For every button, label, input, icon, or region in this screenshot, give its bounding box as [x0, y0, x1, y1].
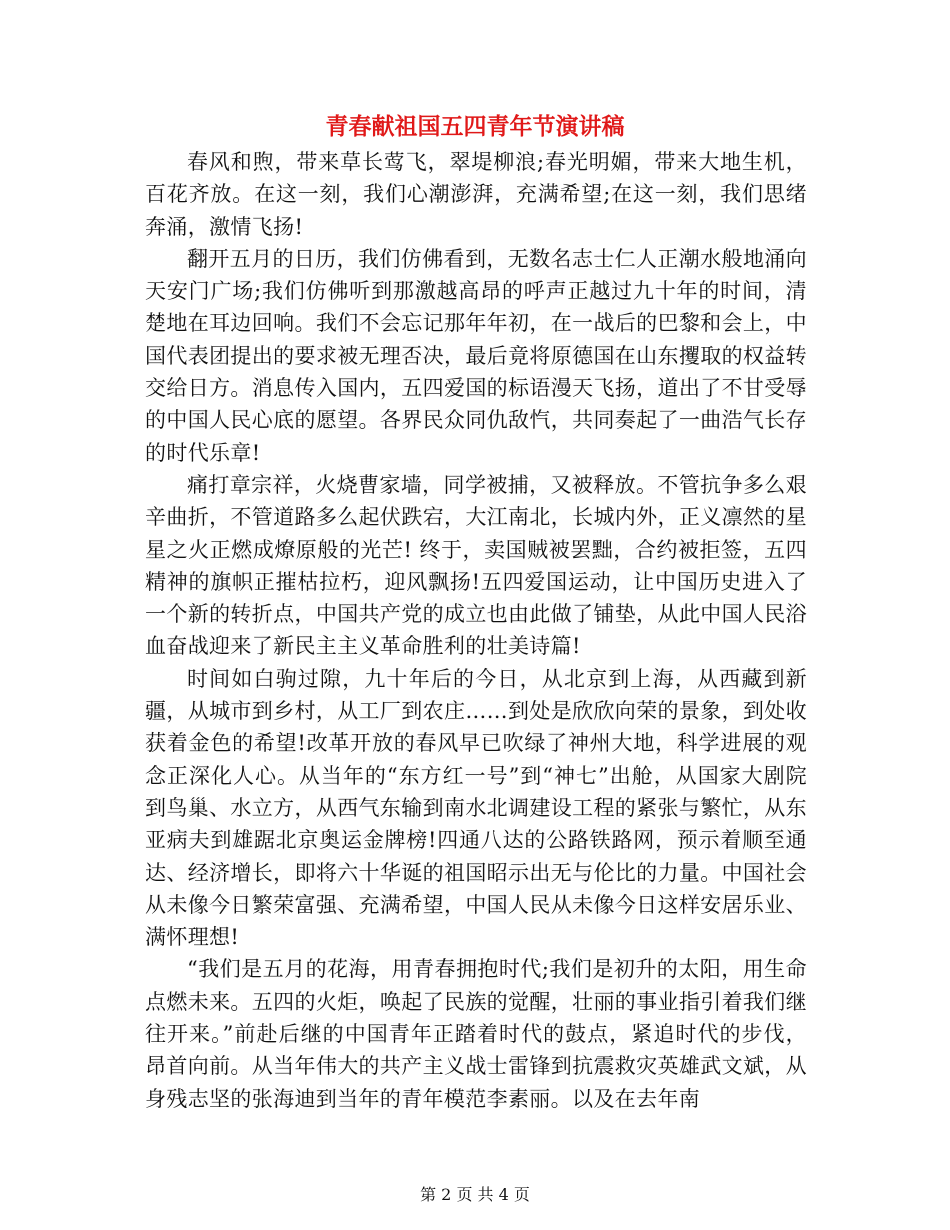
- document-title: 青春献祖国五四青年节演讲稿: [325, 113, 625, 140]
- paragraph: “我们是五月的花海，用青春拥抱时代;我们是初升的太阳，用生命点燃未来。五四的火炬，唤起了民族的觉醒，壮丽的事业指引着我们继往开来。”前赴后继的中国青年正踏着时代的鼓点，紧追时代的步伐，昂首向前。从当年伟大的共产主义战士雷锋到抗震救灾英雄武文斌，从身残志坚的张海迪到当年的青年模范李素丽。以及在去年南: [145, 957, 807, 1111]
- paragraph: 时间如白驹过隙，九十年后的今日，从北京到上海，从西藏到新疆，从城市到乡村，从工厂到农庄……到处是欣欣向荣的景象，到处收获着金色的希望!改革开放的春风早已吹绿了神州大地，科学进展的观念正深化人心。从当年的“东方红一号”到“神七”出舱，从国家大剧院到鸟巢、水立方，从西气东输到南水北调建设工程的紧张与繁忙，从东亚病夫到雄踞北京奥运金牌榜!四通八达的公路铁路网，预示着顺至通达、经济增长，即将六十华诞的祖国昭示出无与伦比的力量。中国社会从未像今日繁荣富强、充满希望，中国人民从未像今日这样安居乐业、满怀理想!: [145, 666, 807, 950]
- paragraph: 痛打章宗祥，火烧曹家墙，同学被捕，又被释放。不管抗争多么艰辛曲折，不管道路多么起伏跌宕，大江南北，长城内外，正义凛然的星星之火正燃成燎原般的光芒! 终于，卖国贼被罢黜，合约被拒签，五四精神的旗帜正摧枯拉朽，迎风飘扬!五四爱国运动，让中国历史进入了一个新的转折点，中国共产党的成立也由此做了铺垫，从此中国人民浴血奋战迎来了新民主主义革命胜利的壮美诗篇!: [145, 472, 807, 659]
- page-footer: 第 2 页 共 4 页: [420, 1185, 530, 1204]
- document-body: [145, 146, 807, 1115]
- paragraph: 春风和煦，带来草长莺飞，翠堤柳浪;春光明媚，带来大地生机，百花齐放。在这一刻，我们心潮澎湃，充满希望;在这一刻，我们思绪奔涌，激情飞扬!: [145, 150, 807, 239]
- paragraph: 翻开五月的日历，我们仿佛看到，无数名志士仁人正潮水般地涌向天安门广场;我们仿佛听到那激越高昂的呼声正越过九十年的时间，清楚地在耳边回响。我们不会忘记那年年初，在一战后的巴黎和会上，中国代表团提出的要求被无理否决，最后竟将原德国在山东攫取的权益转交给日方。消息传入国内，五四爱国的标语漫天飞扬，道出了不甘受辱的中国人民心底的愿望。各界民众同仇敌忾，共同奏起了一曲浩气长存的时代乐章!: [145, 246, 807, 465]
